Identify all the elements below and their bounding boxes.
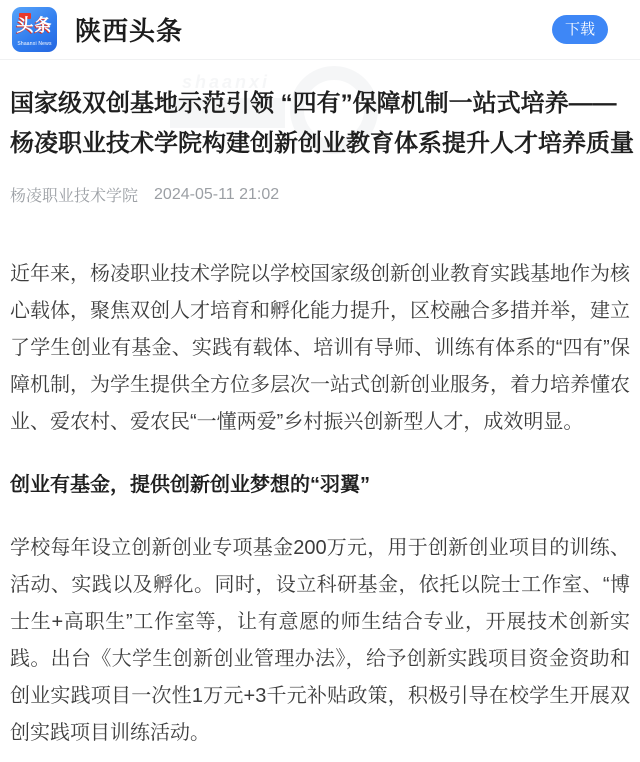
app-title: 陕西头条 [75,17,184,46]
logo-subtext: Shaanxi News [17,41,52,47]
source-name: 杨凌职业技术学院 [10,188,139,205]
download-button[interactable]: 下载 [552,15,608,44]
paragraph-1: 近年来，杨凌职业技术学院以学校国家级创新创业教育实践基地作为核心载体，聚焦双创人才培育和孵化能力提升，区校融合多措并举，建立了学生创业有基金、实践有载体、培训有导师、训练有体系的“四有”保障机制，为学生提供全方位多层次一站式创新创业服务，着力培养懂农业、爱农村、爱农民“一懂两爱”乡村振兴创新型人才，成效明显。 [10,263,630,433]
paragraph-2: 学校每年设立创新创业专项基金200万元，用于创新创业项目的训练、活动、实践以及孵化。同时，设立科研基金，依托以院士工作室、“博士生+高职生”工作室等，让有意愿的师生结合专业，开展技术创新实践。出台《大学生创新创业管理办法》，给予创新实践项目资金资助和创业实践项目一次性1万元+3千元补贴政策，积极引导在校学生开展双创实践项目训练活动。 [10,537,630,744]
shaanxi-toutiao-logo-icon[interactable] [12,7,57,52]
app-header [0,0,640,60]
section-subheading: 创业有基金，提供创新创业梦想的“羽翼” [10,474,370,496]
logo-text: 头条 [16,16,53,35]
publish-time: 2024-05-11 21:02 [154,185,280,203]
article-body [0,60,640,762]
article-title-line-1: 国家级双创基地示范引领 “四有”保障机制一站式培养—— [10,90,617,117]
article-title [10,60,634,164]
article-title-line-2: 杨凌职业技术学院构建创新创业教育体系提升人才培养质量 [10,130,634,157]
byline [10,183,630,206]
watermark-text: shaanxi [182,72,271,92]
